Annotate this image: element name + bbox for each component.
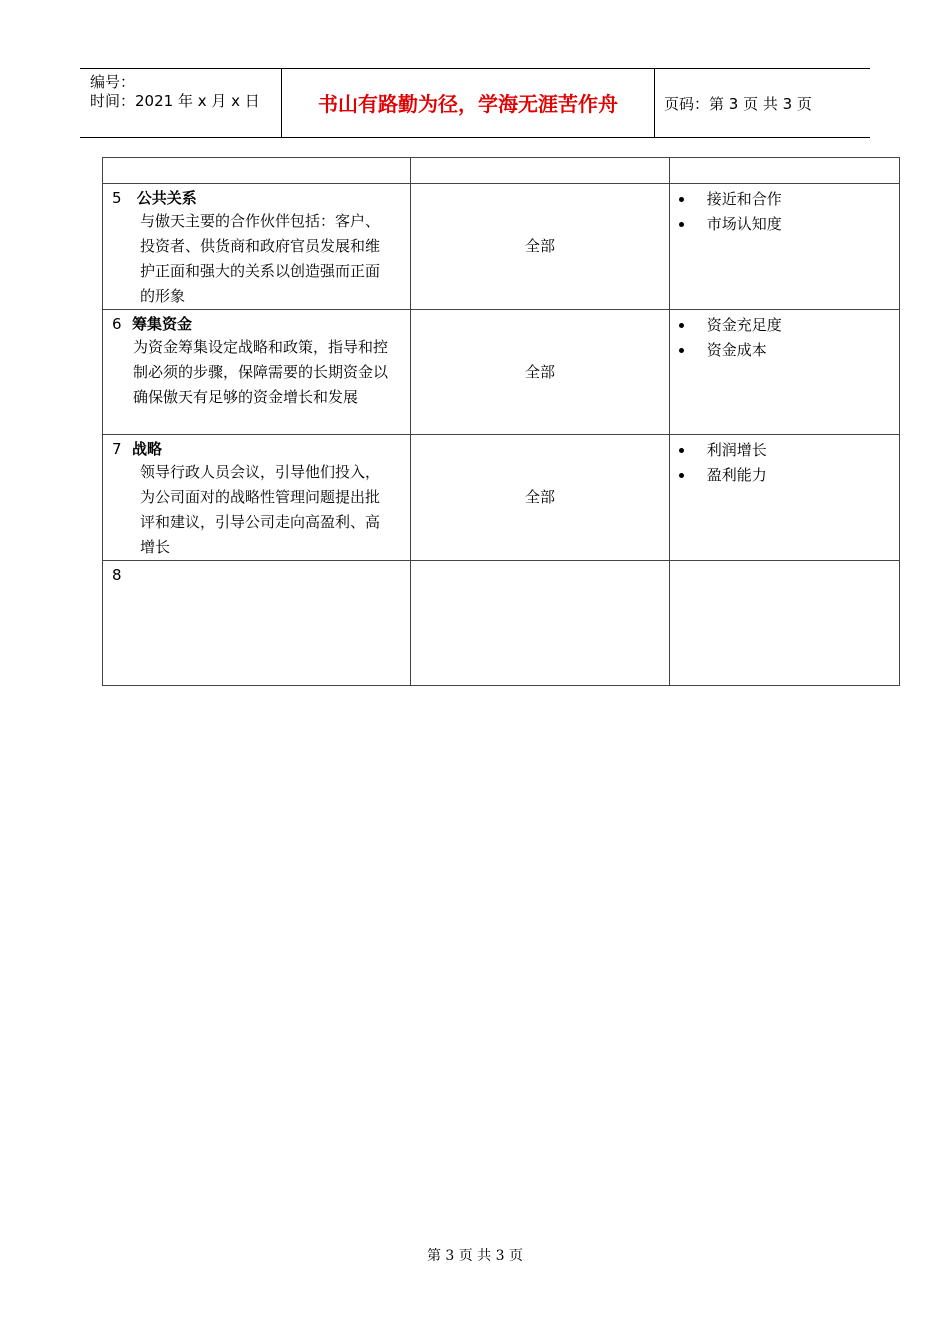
table-row (103, 184, 900, 310)
table-row (103, 561, 900, 686)
kpi-item: 利润增长 (670, 438, 899, 463)
kpi-list (670, 313, 899, 363)
header-meta (80, 69, 282, 137)
responsibility-table (102, 157, 900, 686)
item-title: 筹集资金 (132, 315, 193, 333)
item-description (133, 335, 402, 410)
desc-line: 为资金筹集设定战略和政策，指导和控 (133, 338, 389, 356)
kpi-item: 资金充足度 (670, 313, 899, 338)
table-cell (103, 158, 411, 184)
scope-text: 全部 (525, 488, 556, 506)
duty-cell (103, 184, 411, 310)
table-row-blank (103, 158, 900, 184)
scope-cell (411, 184, 669, 310)
scope-cell (411, 561, 669, 686)
table-row (103, 435, 900, 561)
duty-cell (103, 561, 411, 686)
desc-line: 投资者、供货商和政府官员发展和维 (140, 237, 381, 255)
scope-cell (411, 310, 669, 435)
kpi-cell (669, 184, 899, 310)
item-description (140, 209, 402, 309)
table-row (103, 310, 900, 435)
motto: 书山有路勤为径，学海无涯苦作舟 (318, 92, 618, 116)
desc-line: 领导行政人员会议，引导他们投入， (140, 463, 381, 481)
scope-text: 全部 (525, 363, 556, 381)
bullet-icon (679, 323, 684, 328)
kpi-cell (669, 435, 899, 561)
desc-line: 增长 (140, 538, 171, 556)
item-number: 7 (112, 440, 122, 458)
item-description (140, 460, 402, 560)
kpi-list (670, 187, 899, 237)
bullet-icon (679, 448, 684, 453)
item-number: 8 (112, 566, 122, 584)
header-motto-cell (282, 69, 655, 137)
number-label: 编号： (90, 73, 136, 91)
desc-line: 确保傲天有足够的资金增长和发展 (133, 388, 359, 406)
item-title: 战略 (132, 440, 163, 458)
item-heading (112, 564, 410, 586)
item-number: 5 (112, 189, 122, 207)
scope-cell (411, 435, 669, 561)
table-cell (669, 158, 899, 184)
item-heading (112, 187, 410, 209)
bullet-icon (679, 348, 684, 353)
kpi-item: 市场认知度 (670, 212, 899, 237)
bullet-icon (679, 222, 684, 227)
desc-line: 与傲天主要的合作伙伴包括：客户、 (140, 212, 381, 230)
desc-line: 为公司面对的战略性管理问题提出批 (140, 488, 381, 506)
scope-text: 全部 (525, 237, 556, 255)
desc-line: 护正面和强大的关系以创造强而正面 (140, 262, 381, 280)
desc-line: 评和建议，引导公司走向高盈利、高 (140, 513, 381, 531)
page-label: 页码：第 3 页 共 3 页 (664, 95, 812, 113)
desc-line: 的形象 (140, 287, 186, 305)
page-header (80, 68, 870, 138)
desc-line: 制必须的步骤，保障需要的长期资金以 (133, 363, 389, 381)
item-heading (112, 438, 410, 460)
item-heading (112, 313, 410, 335)
duty-cell (103, 310, 411, 435)
kpi-cell (669, 561, 899, 686)
kpi-item: 盈利能力 (670, 463, 899, 488)
header-page-cell (656, 69, 870, 137)
table-cell (411, 158, 669, 184)
page-footer: 第 3 页 共 3 页 (426, 1248, 524, 1264)
kpi-list (670, 438, 899, 488)
kpi-cell (669, 310, 899, 435)
kpi-item: 资金成本 (670, 338, 899, 363)
item-number: 6 (112, 315, 122, 333)
duty-cell (103, 435, 411, 561)
time-label: 时间：2021 年 x 月 x 日 (90, 92, 260, 110)
kpi-item: 接近和合作 (670, 187, 899, 212)
bullet-icon (679, 473, 684, 478)
item-title: 公共关系 (136, 189, 197, 207)
bullet-icon (679, 197, 684, 202)
